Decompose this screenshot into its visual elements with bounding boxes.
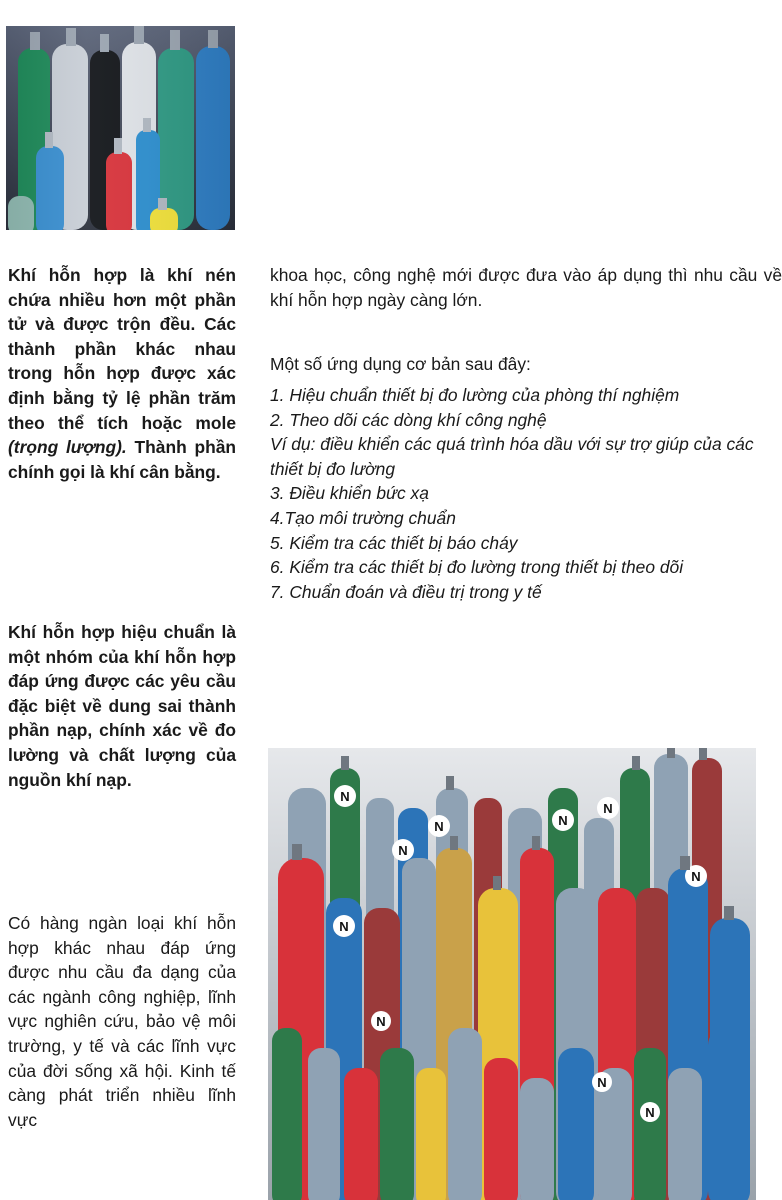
cylinder-mark: N xyxy=(597,1075,607,1090)
cylinder-mark: N xyxy=(398,843,408,858)
definition-text: Khí hỗn hợp là khí nén chứa nhiều hơn một phần tử và được trộn đều. Các thành phần khác nhau trong hỗn hợp được xác định bằng tỷ lệ phần trăm theo thể tích hoặc mole xyxy=(8,265,236,433)
gas-cylinders-photo-large xyxy=(268,748,756,1200)
list-item: 5. Kiểm tra các thiết bị báo cháy xyxy=(270,532,518,553)
list-item: 4.Tạo môi trường chuẩn xyxy=(270,507,456,528)
paragraph-mixed-gas-definition xyxy=(8,263,236,484)
list-item: 3. Điều khiển bức xạ xyxy=(270,483,429,504)
definition-tail: Thành phần chính gọi là khí cân bằng. xyxy=(8,437,236,482)
list-item: 1. Hiệu chuẩn thiết bị đo lường của phòng thí nghiệm xyxy=(270,385,680,405)
cylinder-mark: N xyxy=(339,919,349,934)
cylinder-mark: N xyxy=(603,801,613,816)
paragraph-calibration-gas: Khí hỗn hợp hiệu chuẩn là một nhóm của khí hỗn hợp đáp ứng được các yêu cầu đặc biệt về dung sai thành phần nạp, chính xác về đo lường và chất lượng của nguồn khí nạp. xyxy=(8,622,236,790)
cylinder-mark: N xyxy=(376,1014,386,1029)
cylinder-mark: N xyxy=(558,813,568,828)
list-item: 6. Kiểm tra các thiết bị đo lường trong thiết bị theo dõi xyxy=(270,557,684,578)
paragraph-demand: Có hàng ngàn loại khí hỗn hợp khác nhau đáp ứng được nhu cầu đa dạng của các ngành công nghiệp, lĩnh vực nghiên cứu, bảo vệ môi trường, y tế và các lĩnh vực của đời sống xã hội. Kinh tế càng phát triển nhiều lĩnh vực xyxy=(8,913,236,1130)
list-item: Ví dụ: điều khiển các quá trình hóa dầu với sự trợ giúp của các thiết bị đo lường xyxy=(270,434,754,479)
cylinder-mark: N xyxy=(340,789,350,804)
definition-italic: (trọng lượng). xyxy=(8,437,127,458)
list-item: 7. Chuẩn đoán và điều trị trong y tế xyxy=(270,581,542,602)
list-item: 2. Theo dõi các dòng khí công nghệ xyxy=(270,409,547,430)
applications-list xyxy=(270,383,782,604)
applications-intro: Một số ứng dụng cơ bản sau đây: xyxy=(270,354,531,374)
gas-cylinders-photo-small xyxy=(6,26,235,230)
cylinder-mark: N xyxy=(434,819,444,834)
paragraph-demand-continued: khoa học, công nghệ mới được đưa vào áp dụng thì nhu cầu về khí hỗn hợp ngày càng lớn. xyxy=(270,265,782,310)
cylinder-mark: N xyxy=(691,869,701,884)
cylinder-mark: N xyxy=(645,1105,655,1120)
